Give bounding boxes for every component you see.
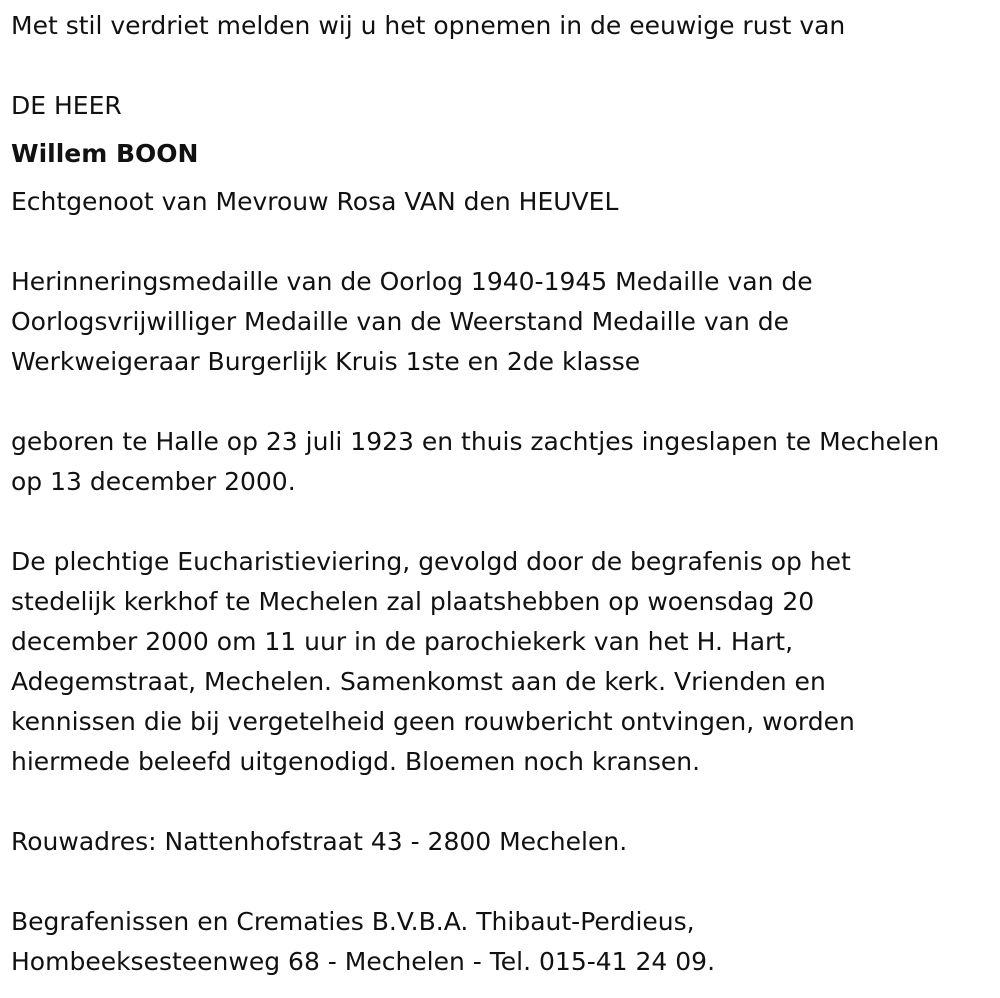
- ceremony-line: hiermede beleefd uitgenodigd. Bloemen noch kransen.: [11, 747, 701, 776]
- spouse-line: Echtgenoot van Mevrouw Rosa VAN den HEUVEL: [11, 187, 619, 216]
- decorations-line: Werkweigeraar Burgerlijk Kruis 1ste en 2de klasse: [11, 347, 641, 376]
- ceremony-line: kennissen die bij vergetelheid geen rouwbericht ontvingen, worden: [11, 707, 855, 736]
- birth-death-line: op 13 december 2000.: [11, 467, 296, 496]
- ceremony-line: stedelijk kerkhof te Mechelen zal plaatshebben op woensdag 20: [11, 587, 815, 616]
- ceremony-line: december 2000 om 11 uur in de parochiekerk van het H. Hart,: [11, 627, 794, 656]
- spacer: [11, 126, 996, 134]
- mourning-address: Rouwadres: Nattenhofstraat 43 - 2800 Mechelen.: [11, 827, 628, 856]
- honorific-title: DE HEER: [11, 91, 122, 120]
- ceremony-line: De plechtige Eucharistieviering, gevolgd door de begrafenis op het: [11, 547, 851, 576]
- birth-death-line: geboren te Halle op 23 juli 1923 en thuis zachtjes ingeslapen te Mechelen: [11, 427, 940, 456]
- decorations-paragraph: [11, 262, 996, 382]
- intro-text: Met stil verdriet melden wij u het opnemen in de eeuwige rust van: [11, 11, 846, 40]
- ceremony-paragraph: [11, 542, 996, 782]
- funeral-home-paragraph: [11, 902, 996, 982]
- spacer: [11, 862, 996, 902]
- spacer: [11, 782, 996, 822]
- funeral-home-line: Begrafenissen en Crematies B.V.B.A. Thibaut-Perdieus,: [11, 907, 695, 936]
- decorations-line: Oorlogsvrijwilliger Medaille van de Weerstand Medaille van de: [11, 307, 790, 336]
- deceased-name: Willem BOON: [11, 139, 199, 168]
- spacer: [11, 46, 996, 86]
- spacer: [11, 382, 996, 422]
- spacer: [11, 502, 996, 542]
- ceremony-line: Adegemstraat, Mechelen. Samenkomst aan de kerk. Vrienden en: [11, 667, 826, 696]
- funeral-home-line: Hombeeksesteenweg 68 - Mechelen - Tel. 015-41 24 09.: [11, 947, 716, 976]
- obituary-notice: [11, 6, 996, 982]
- spacer: [11, 222, 996, 262]
- spacer: [11, 174, 996, 182]
- birth-death-paragraph: [11, 422, 996, 502]
- decorations-line: Herinneringsmedaille van de Oorlog 1940-1945 Medaille van de: [11, 267, 813, 296]
